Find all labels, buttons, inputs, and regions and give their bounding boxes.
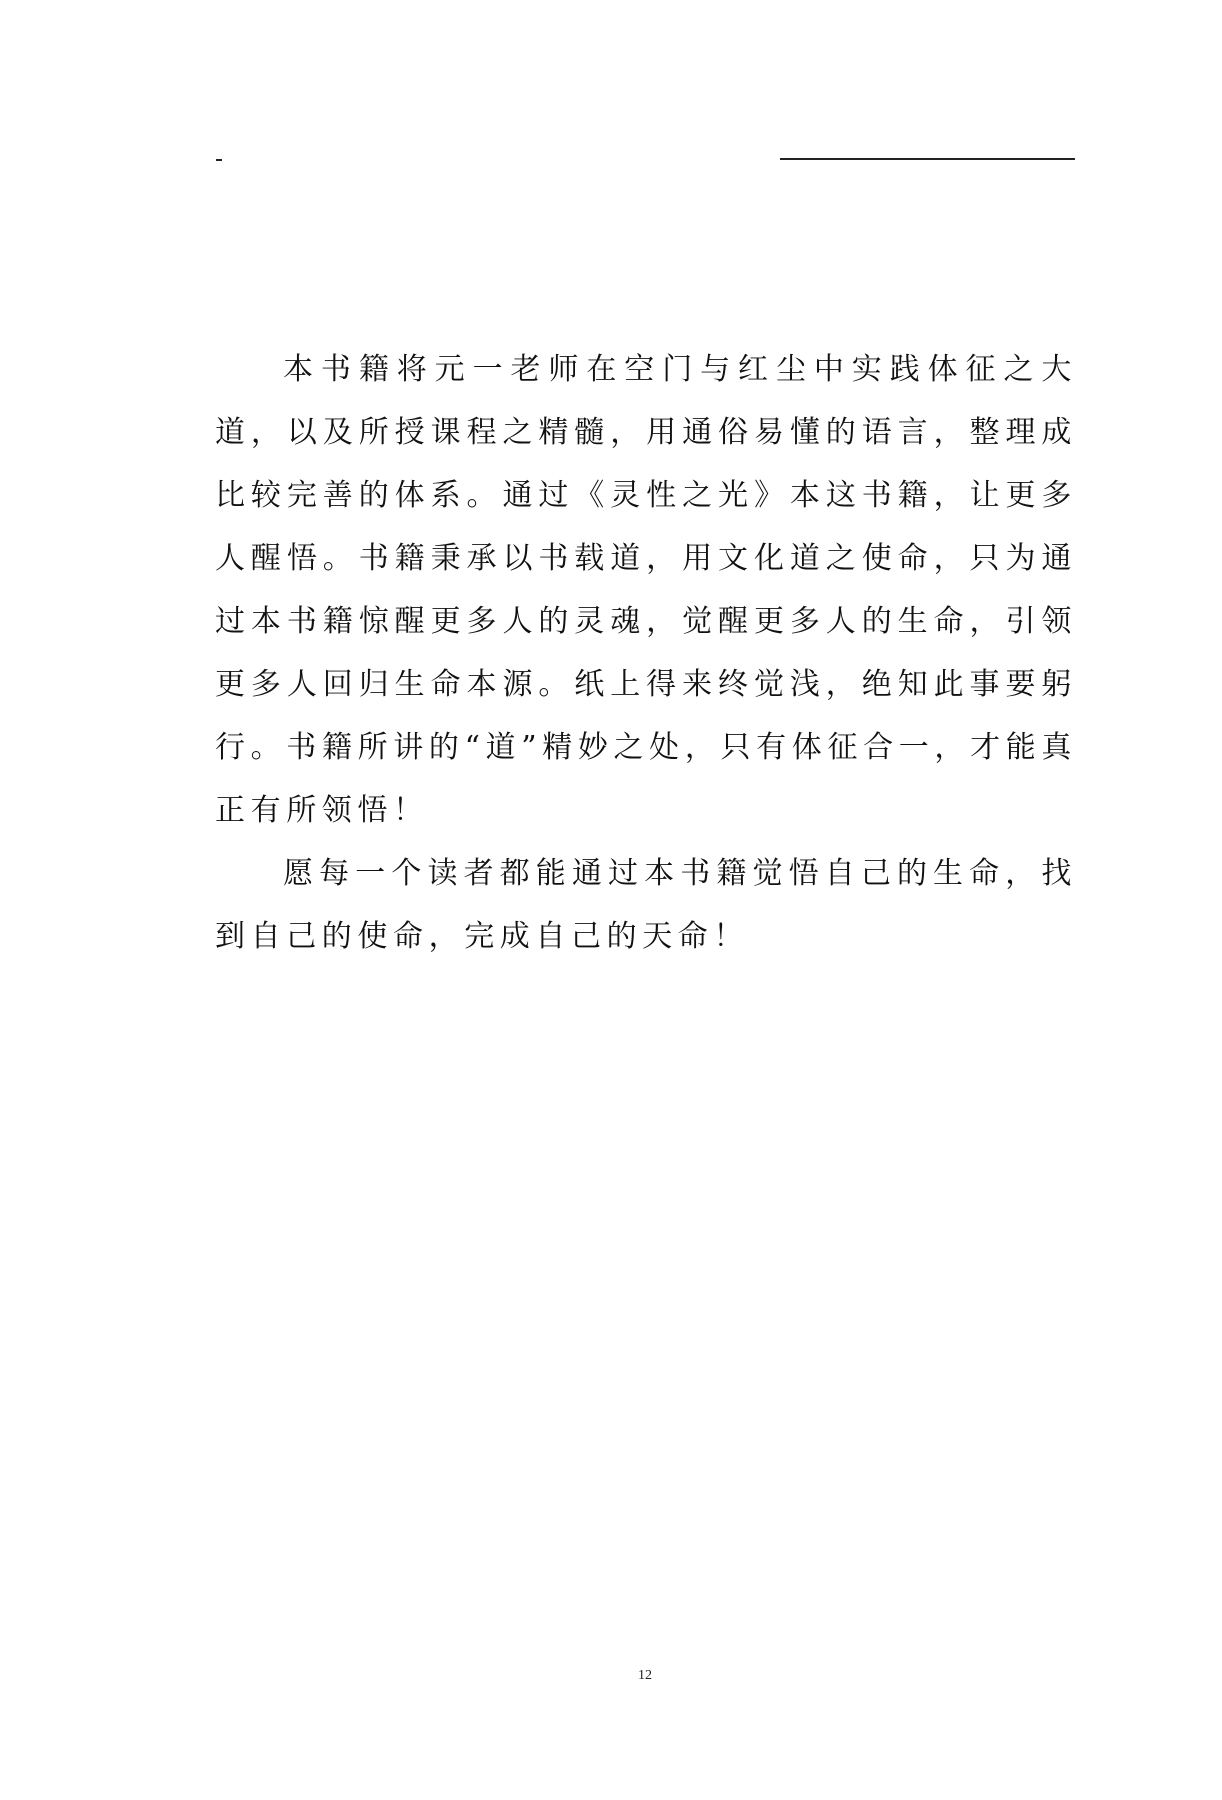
header-rule [780,158,1075,160]
page-number: 12 [638,1668,652,1683]
body-paragraph-1: 本书籍将元一老师在空门与红尘中实践体征之大道，以及所授课程之精髓，用通俗易懂的语言，整理成比较完善的体系。通过《灵性之光》本这书籍，让更多人醒悟。书籍秉承以书载道，用文化道之使命，只为通过本书籍惊醒更多人的灵魂，觉醒更多人的生命，引领更多人回归生命本源。纸上得来终觉浅，绝知此事要躬行。书籍所讲的“道”精妙之处，只有体征合一，才能真正有所领悟！ [215,352,1077,828]
header-mark [216,159,222,161]
body-paragraph-2: 愿每一个读者都能通过本书籍觉悟自己的生命，找到自己的使命，完成自己的天命！ [215,856,1077,954]
